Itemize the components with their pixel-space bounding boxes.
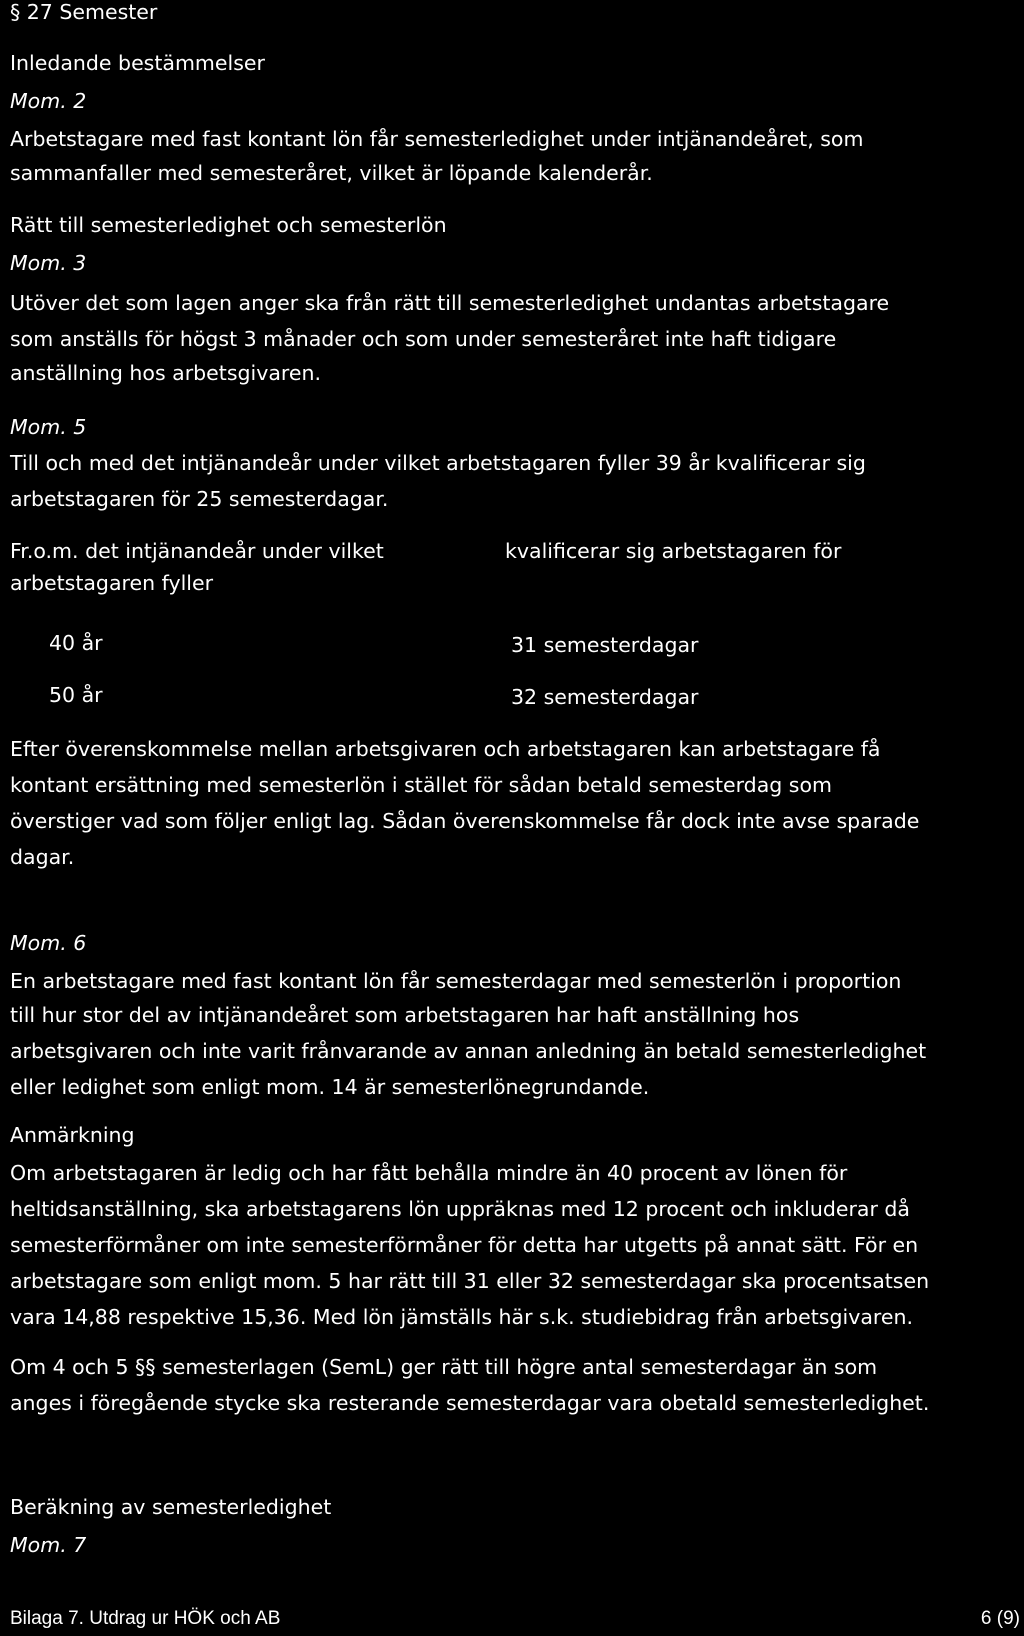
mom-label: Mom. 5 [10,415,87,439]
section-heading: Beräkning av semesterledighet [10,1495,332,1519]
paragraph-line: semesterförmåner om inte semesterförmåner för detta har utgetts på annat sätt. För en [10,1233,919,1257]
paragraph-line: Efter överenskommelse mellan arbetsgivaren och arbetstagaren kan arbetstagare få [10,737,881,761]
table-cell-days: 31 semesterdagar [511,633,699,657]
page-number: 6 (9) [980,1608,1020,1629]
table-cell-days: 32 semesterdagar [511,685,699,709]
table-header-col1: Fr.o.m. det intjänandeår under vilket [10,539,384,563]
paragraph-line: Arbetstagare med fast kontant lön får semesterledighet under intjänandeåret, som [10,127,864,151]
paragraph-line: vara 14,88 respektive 15,36. Med lön jämställs här s.k. studiebidrag från arbetsgivaren. [10,1305,913,1329]
paragraph-line: Om 4 och 5 §§ semesterlagen (SemL) ger rätt till högre antal semesterdagar än som [10,1355,878,1379]
mom-label: Mom. 6 [10,931,87,955]
paragraph-line: sammanfaller med semesteråret, vilket är löpande kalenderår. [10,161,653,185]
section-heading: Rätt till semesterledighet och semesterlön [10,213,447,237]
paragraph-line: Utöver det som lagen anger ska från rätt till semesterledighet undantas arbetstagare [10,291,890,315]
table-cell-age: 40 år [49,631,103,655]
paragraph-line: eller ledighet som enligt mom. 14 är semesterlönegrundande. [10,1075,650,1099]
section-title: § 27 Semester [10,0,158,24]
paragraph-line: Till och med det intjänandeår under vilket arbetstagaren fyller 39 år kvalificerar sig [10,451,866,475]
section-heading: Inledande bestämmelser [10,51,265,75]
paragraph-line: En arbetstagare med fast kontant lön får semesterdagar med semesterlön i proportion [10,969,902,993]
table-header-col1: arbetstagaren fyller [10,571,214,595]
paragraph-line: Om arbetstagaren är ledig och har fått behålla mindre än 40 procent av lönen för [10,1161,848,1185]
paragraph-line: anges i föregående stycke ska resterande semesterdagar vara obetald semesterledighet. [10,1391,930,1415]
paragraph-line: arbetstagaren för 25 semesterdagar. [10,487,389,511]
table-cell-age: 50 år [49,683,103,707]
note-heading: Anmärkning [10,1123,135,1147]
mom-label: Mom. 3 [10,251,87,275]
paragraph-line: kontant ersättning med semesterlön i stället för sådan betald semesterdag som [10,773,832,797]
paragraph-line: anställning hos arbetsgivaren. [10,361,322,385]
paragraph-line: arbetsgivaren och inte varit frånvarande av annan anledning än betald semesterledighet [10,1039,927,1063]
mom-label: Mom. 7 [10,1533,87,1557]
table-header-col2: kvalificerar sig arbetstagaren för [505,539,842,563]
paragraph-line: arbetstagare som enligt mom. 5 har rätt till 31 eller 32 semesterdagar ska procentsatsen [10,1269,930,1293]
paragraph-line: överstiger vad som följer enligt lag. Sådan överenskommelse får dock inte avse sparade [10,809,920,833]
paragraph-line: heltidsanställning, ska arbetstagarens lön uppräknas med 12 procent och inkluderar då [10,1197,910,1221]
paragraph-line: dagar. [10,845,75,869]
paragraph-line: till hur stor del av intjänandeåret som arbetstagaren har haft anställning hos [10,1003,800,1027]
footer-source: Bilaga 7. Utdrag ur HÖK och AB [10,1608,281,1629]
paragraph-line: som anställs för högst 3 månader och som under semesteråret inte haft tidigare [10,327,837,351]
mom-label: Mom. 2 [10,89,87,113]
